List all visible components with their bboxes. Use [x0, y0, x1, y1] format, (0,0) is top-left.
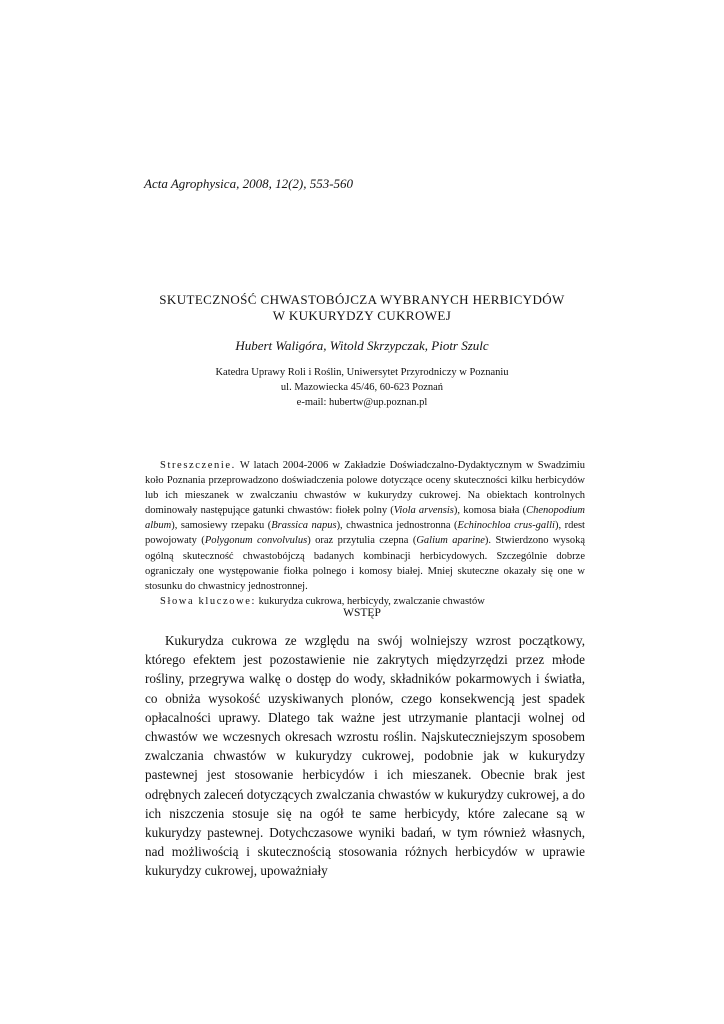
keywords-label: Słowa kluczowe: [160, 595, 257, 607]
abstract-label: Streszczenie. [160, 460, 236, 471]
species-name: Echinochloa crus-galli [457, 520, 555, 532]
journal-citation: Acta Agrophysica, 2008, 12(2), 553-560 [144, 176, 354, 191]
article-title [130, 292, 594, 324]
species-name: Polygonum convolvulus [204, 535, 308, 547]
species-name: Viola arvensis [393, 505, 454, 517]
title-line-1: SKUTECZNOŚĆ CHWASTOBÓJCZA WYBRANYCH HERBICYDÓW [159, 292, 565, 307]
affiliation [130, 365, 594, 410]
title-line-2: W KUKURYDZY CUKROWEJ [272, 308, 452, 323]
abstract [145, 458, 585, 609]
species-name: Chenopodium album [145, 505, 586, 532]
keywords-list: kukurydza cukrowa, herbicydy, zwalczanie chwastów [256, 595, 485, 607]
authors: Hubert Waligóra, Witold Skrzypczak, Piotr Szulc [235, 338, 489, 353]
body-text [145, 631, 585, 881]
species-name: Brassica napus [271, 520, 337, 532]
section-heading: WSTĘP [343, 607, 381, 619]
species-name: Galium aparine [416, 535, 485, 547]
affiliation-line-1: Katedra Uprawy Roli i Roślin, Uniwersytet Przyrodniczy w Poznaniu [215, 367, 509, 378]
body-paragraph: Kukurydza cukrowa ze względu na swój wolniejszy wzrost początkowy, którego efektem jest pozostawienie nie zakrytych międzyrzędzi przez młode rośliny, przegrywa walkę o dostęp do wody, składników pokarmowych i światła, co obniża wysokość uzyskiwanych plonów, czego konsekwencją jest spadek opłacalności uprawy. Dlatego tak ważne jest utrzymanie plantacji wolnej od chwastów we wczesnych okresach wzrostu roślin. Najskuteczniejszym sposobem zwalczania chwastów w kukurydzy cukrowej, podobnie jak w kukurydzy pastewnej jest stosowanie herbicydów i ich mieszanek. Obecnie brak jest odrębnych zaleceń dotyczących zwalczania chwastów w kukurydzy cukrowej, a do ich niszczenia stosuje się na ogół te same herbicydy, które zalecane są w kukurydzy pastewnej. Dotychczasowe wyniki badań, w tym również własnych, nad możliwością i skutecznością stosowania różnych herbicydów w uprawie kukurydzy cukrowej, upoważniały [145, 633, 585, 879]
abstract-text: Streszczenie. W latach 2004-2006 w Zakładzie Doświadczalno-Dydaktycznym w Swadzimiu koło Poznania przeprowadzono doświadczenia polowe dotyczące oceny skuteczności kilku herbicydów lub ich mieszanek w zwalczaniu chwastów w kukurydzy cukrowej. Na obiektach kontrolnych dominowały następujące gatunki chwastów: fiołek polny (Viola arvensis), komosa biała (Chenopodium album), samosiewy rzepaku (Brassica napus), chwastnica jednostronna (Echinochloa crus-galli), rdest powojowaty (Polygonum convolvulus) oraz przytulia czepna (Galium aparine). Stwierdzono wysoką ogólną skuteczność chwastobójczą badanych kombinacji herbicydowych. Szczególnie dobrze ograniczały one występowanie fiołka polnego i komosy białej. Mniej skuteczne okazały się one w stosunku do chwastnicy jednostronnej. [145, 460, 586, 592]
affiliation-line-2: ul. Mazowiecka 45/46, 60-623 Poznań [280, 382, 444, 393]
affiliation-email: e-mail: hubertw@up.poznan.pl [296, 397, 428, 408]
